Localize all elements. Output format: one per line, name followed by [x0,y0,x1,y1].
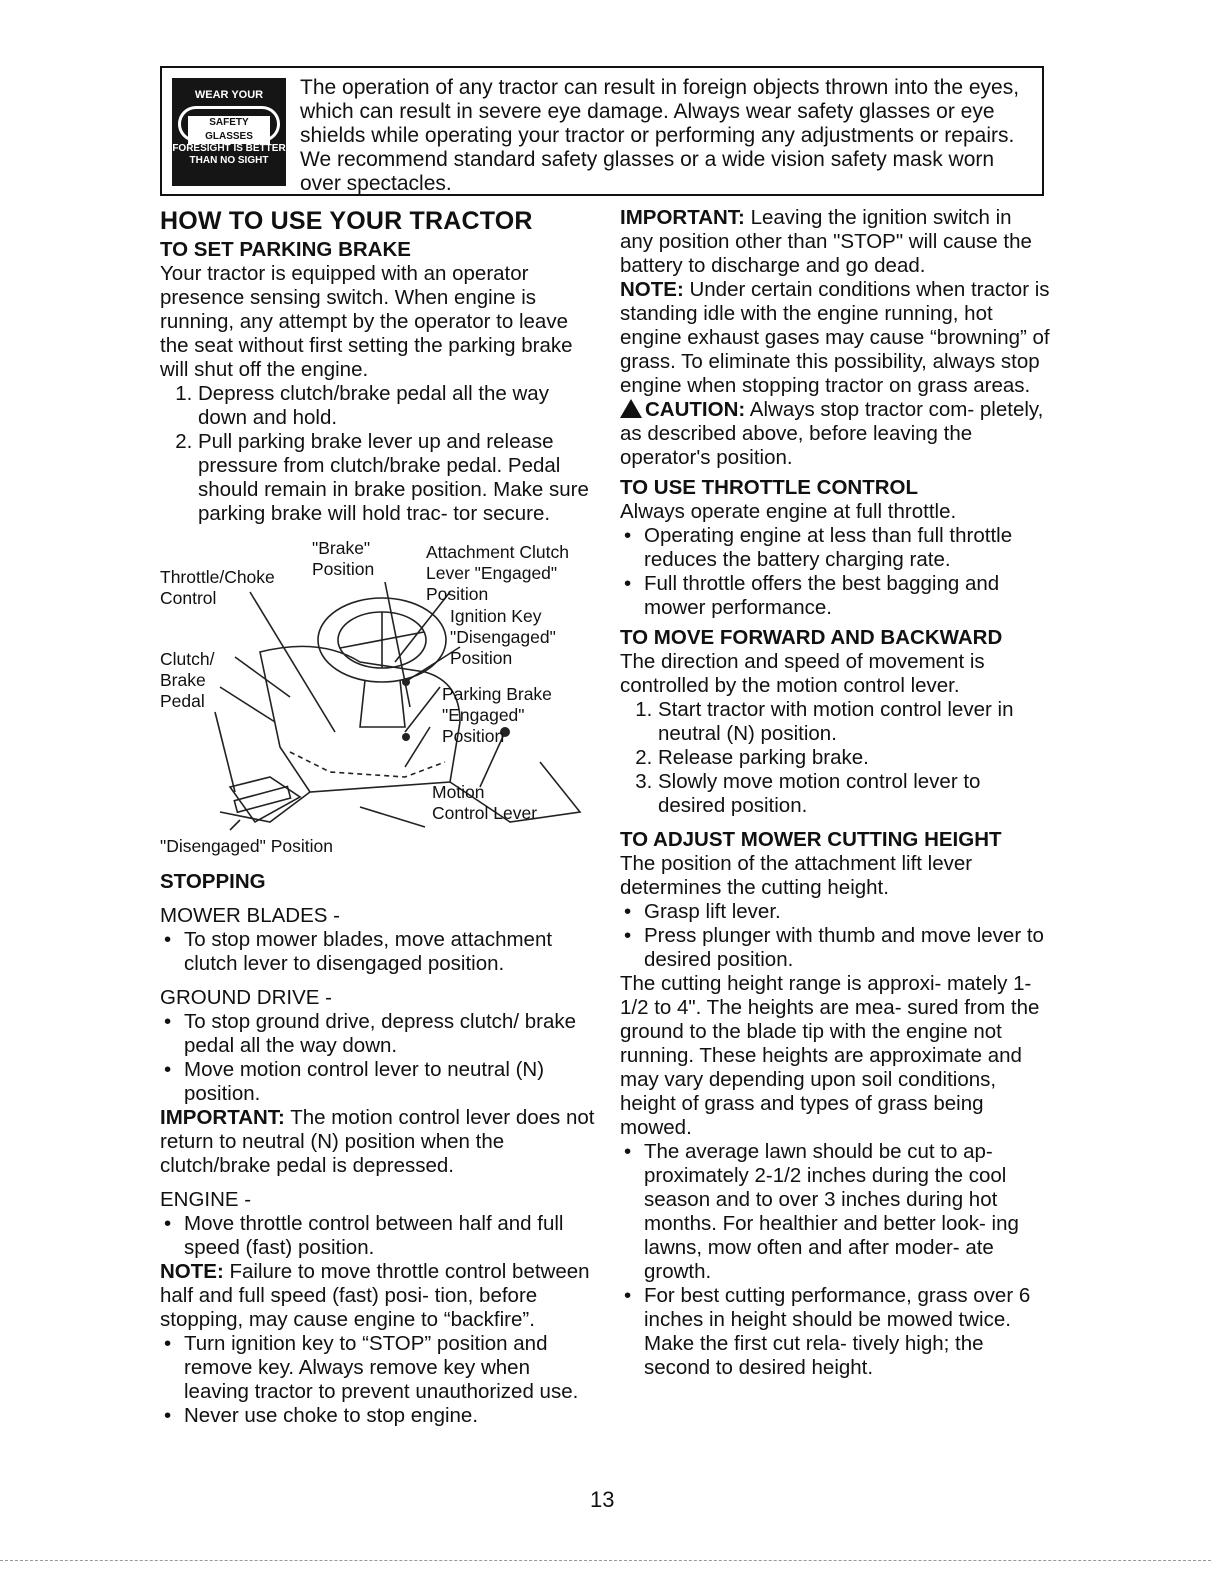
parking-step: 1. Depress clutch/brake pedal all the way down and hold. [198,382,600,430]
page-title: HOW TO USE YOUR TRACTOR [160,207,533,235]
cutting-height-list-b [620,1140,1050,1380]
move-step: 3. Slowly move motion control lever to desired position. [658,770,1050,818]
stopping-important-note [160,1106,600,1178]
clutch-brake-pedal-label: Clutch/ Brake Pedal [160,649,215,711]
note-label: NOTE: [160,1260,224,1283]
cutting-height-list-a [620,900,1050,972]
important-label: IMPORTANT: [620,206,745,229]
brake-position-label: "Brake" Position [312,538,375,579]
note-text: Failure to move throttle control between half and full speed (fast) posi- tion, before stopping, may cause engine to “backfire”. [160,1260,590,1331]
list-item: • Move throttle control between half and full speed (fast) position. [184,1212,600,1260]
list-item: • Turn ignition key to “STOP” position and remove key. Always remove key when leaving tractor to prevent unauthorized use. [184,1332,600,1404]
icon-text-safety-glasses: SAFETY GLASSES [188,116,270,144]
list-item: • The average lawn should be cut to ap- proximately 2-1/2 inches during the cool season and to over 3 inches during hot months. For healthier and better look- ing lawns, mow often and after moder- ate growth. [644,1140,1050,1284]
throttle-list [620,524,1050,620]
move-steps [620,698,1050,818]
list-item: • To stop ground drive, depress clutch/ brake pedal all the way down. [184,1010,600,1058]
caution-triangle-icon [620,399,642,418]
stopping-section [160,870,600,1428]
icon-text-wear-your: WEAR YOUR [194,89,264,101]
cutting-height-heading: TO ADJUST MOWER CUTTING HEIGHT [620,828,1002,851]
list-item: • Operating engine at less than full throttle reduces the battery charging rate. [644,524,1050,572]
move-step: 1. Start tractor with motion control lever in neutral (N) position. [658,698,1050,746]
mower-blades-label: MOWER BLADES - [160,904,340,927]
throttle-intro: Always operate engine at full throttle. [620,500,957,523]
engine-note [160,1260,600,1332]
caution-label: CAUTION: [645,398,746,421]
parking-brake-label: Parking Brake "Engaged" Position [442,684,552,746]
right-column [620,206,1050,1380]
engine-list-b [160,1332,600,1428]
parking-brake-heading: TO SET PARKING BRAKE [160,238,411,261]
disengaged-position-label: "Disengaged" Position [160,836,333,856]
list-item: • To stop mower blades, move attachment clutch lever to disengaged position. [184,928,600,976]
list-item: • Grasp lift lever. [644,900,1050,924]
safety-glasses-icon [172,78,286,186]
move-heading: TO MOVE FORWARD AND BACKWARD [620,626,1003,649]
engine-list-a [160,1212,600,1260]
caution-text: Always stop tractor com- pletely, as described above, before leaving the operator's position. [620,398,1044,469]
safety-warning-text: The operation of any tractor can result in foreign objects thrown into the eyes, which can result in severe eye damage. Always wear safety glasses or eye shields while operating your tractor or performing any adjustments or repairs. We recommend standard safety glasses or a wide vision safety mask worn over spectacles. [300,76,1020,195]
browning-note [620,278,1050,398]
cutting-height-intro: The position of the attachment lift lever determines the cutting height. [620,852,973,899]
important-text: Leaving the ignition switch in any position other than "STOP" will cause the battery to discharge and go dead. [620,206,1032,277]
move-step: 2. Release parking brake. [658,746,1050,770]
ignition-important-note [620,206,1050,278]
note-label: NOTE: [620,278,684,301]
parking-brake-intro: Your tractor is equipped with an operator presence sensing switch. When engine is running, any attempt by the operator to leave the seat without first setting the parking brake will shut off the engine. [160,262,573,381]
attachment-clutch-label: Attachment Clutch Lever "Engaged" Position [426,542,569,604]
note-text: Under certain conditions when tractor is standing idle with the engine running, hot engine exhaust gases may cause “browning” of grass. To eliminate this possibility, always stop engine when stopping tractor on grass areas. [620,278,1050,397]
engine-label: ENGINE - [160,1188,252,1211]
move-intro: The direction and speed of movement is controlled by the motion control lever. [620,650,985,697]
bottom-divider [0,1560,1211,1561]
list-item: • Full throttle offers the best bagging and mower performance. [644,572,1050,620]
ground-drive-label: GROUND DRIVE - [160,986,332,1009]
cutting-range-text: The cutting height range is approxi- mately 1-1/2 to 4". The heights are mea- sured from the ground to the blade tip with the engine not running. These heights are approximate and may vary depending upon soil conditions, height of grass and types of grass being mowed. [620,972,1040,1139]
mower-blades-list [160,928,600,976]
list-item: • Press plunger with thumb and move lever to desired position. [644,924,1050,972]
throttle-choke-label: Throttle/Choke Control [160,567,275,608]
tractor-controls-diagram [160,522,600,862]
safety-warning-box [160,66,1044,196]
list-item: • For best cutting performance, grass over 6 inches in height should be mowed twice. Make the first cut rela- tively high; the second to desired height. [644,1284,1050,1380]
icon-text-foresight: FORESIGHT IS BETTER THAN NO SIGHT [172,143,286,166]
throttle-heading: TO USE THROTTLE CONTROL [620,476,919,499]
list-item: • Never use choke to stop engine. [184,1404,600,1428]
important-label: IMPORTANT: [160,1106,285,1129]
list-item: • Move motion control lever to neutral (N) position. [184,1058,600,1106]
ground-drive-list [160,1010,600,1106]
parking-brake-steps [160,382,600,526]
page-number: 13 [590,1487,615,1512]
parking-step: 2. Pull parking brake lever up and release pressure from clutch/brake pedal. Pedal should remain in brake position. Make sure parking brake will hold trac- tor secure. [198,430,600,526]
important-text: The motion control lever does not return to neutral (N) position when the clutch/brake pedal is depressed. [160,1106,595,1177]
stopping-heading: STOPPING [160,870,266,893]
motion-control-label: Motion Control Lever [432,782,538,823]
left-column-top [160,206,600,526]
caution-note [620,398,1050,470]
ignition-key-label: Ignition Key "Disengaged" Position [450,606,556,668]
